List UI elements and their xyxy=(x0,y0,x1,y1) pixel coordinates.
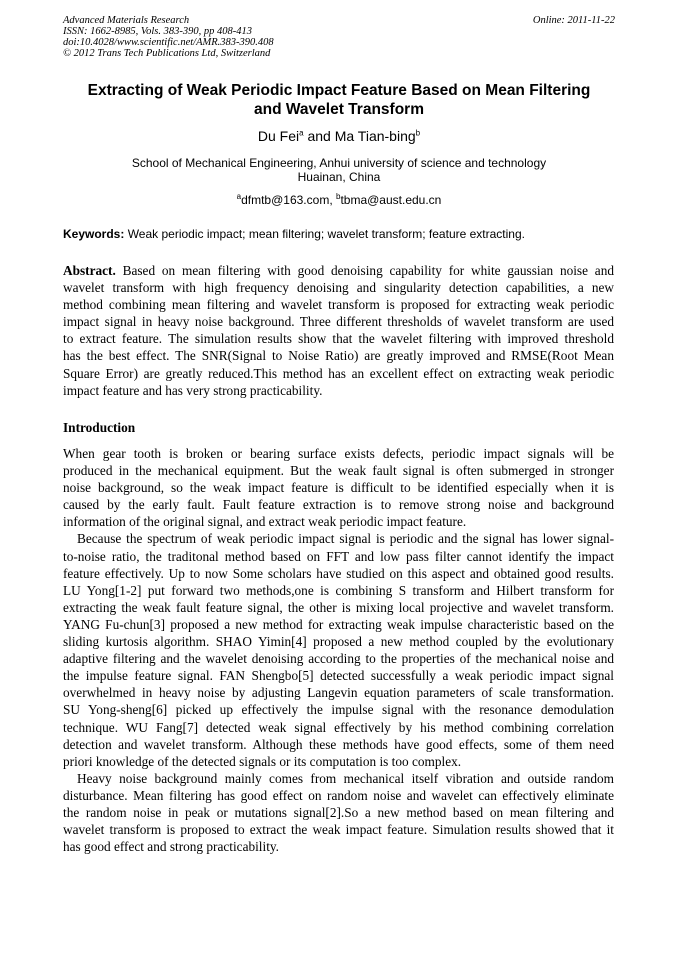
paragraph-line: YANG Fu-chun[3] proposed a new method for extracting weak impulse characteristic based on the xyxy=(63,616,614,632)
affil-mark: b xyxy=(415,128,421,138)
doi: doi:10.4028/www.scientific.net/AMR.383-390.408 xyxy=(63,37,274,48)
section-heading: Introduction xyxy=(63,420,136,435)
paragraph-line: produced in the mechanical equipment. But the weak fault signal is often submerged in stronger xyxy=(63,463,614,479)
authors xyxy=(0,128,678,144)
affiliation-line: Huainan, China xyxy=(297,170,381,184)
abstract xyxy=(63,262,614,399)
affil-mark: a xyxy=(236,192,242,201)
paragraph-line: technique. WU Fang[7] detected weak signal effectively by his method combining correlation xyxy=(63,719,614,735)
affiliation xyxy=(0,156,678,184)
introduction-body xyxy=(63,445,614,855)
abstract-text: Based on mean filtering with good denoising capability for white gaussian noise and xyxy=(115,263,614,278)
journal-name: Advanced Materials Research xyxy=(63,15,190,26)
abstract-text: impact signal in heavy noise background. Three different thresholds of wavelet transform are used xyxy=(63,314,614,330)
abstract-line xyxy=(63,365,614,382)
affil-mark: a xyxy=(299,128,304,138)
paragraph-line: the random noise in peak or mutations signal[2].So a new method based on mean filtering and xyxy=(63,804,614,820)
keywords-label: Keywords: xyxy=(63,227,125,241)
paragraph-line: disturbance. Mean filtering has good effect on random noise and wavelet can effectively eliminate xyxy=(63,787,614,803)
paragraph-line: priori knowledge of the detected signals or its computation is too complex. xyxy=(63,753,462,769)
abstract-text: has the best effect. The SNR(Signal to Noise Ratio) are greatly improved and RMSE(Root Mean xyxy=(63,348,614,364)
paragraph-line: overwhelmed in heavy noise by adjusting Langevin equation parameters of scale transformation. xyxy=(63,685,614,701)
emails xyxy=(0,192,678,207)
paragraph-line: LU Yong[1-2] put forward two methods,one is combining S transform and Hilbert transform for xyxy=(63,582,614,598)
paragraph-line: to-noise ratio, the traditonal method based on FFT and low pass filter cannot identify the impact xyxy=(63,548,614,564)
online-date: Online: 2011-11-22 xyxy=(532,15,615,26)
keywords-text: Weak periodic impact; mean filtering; wavelet transform; feature extracting. xyxy=(124,227,525,241)
abstract-line xyxy=(63,279,614,296)
paragraph-line: has good effect and strong practicability. xyxy=(63,839,280,855)
paragraph-line: extracting the weak fault feature signal, the other is mixing local projective and wavelet transform. xyxy=(63,599,614,615)
issn: ISSN: 1662-8985, Vols. 383-390, pp 408-413 xyxy=(63,26,252,37)
paragraph-line: detection and wavelet transform. Although these methods have good effects, some of them need xyxy=(63,736,614,752)
keywords xyxy=(63,227,623,241)
paragraph-line: caused by the early fault. Fault feature extraction is to remove strong noise and background xyxy=(63,497,614,513)
abstract-line xyxy=(63,313,614,330)
abstract-text: wavelet transform with high frequency denoising and singularity detection capabilities, a new xyxy=(63,280,614,296)
abstract-text: to extract feature. The simulation results show that the wavelet filtering with improved threshold xyxy=(63,331,614,347)
abstract-text: method combining mean filtering and wavelet transform is proposed for extracting weak periodic xyxy=(63,297,614,313)
paragraph-line: SU Yong-sheng[6] picked up effectively the impulse signal with the resonance demodulation xyxy=(63,702,614,718)
author-name: and Ma Tian-bing xyxy=(303,128,416,144)
abstract-line xyxy=(63,347,614,364)
abstract-line xyxy=(63,296,614,313)
journal-header xyxy=(63,15,615,59)
affiliation-line: School of Mechanical Engineering, Anhui university of science and technology xyxy=(131,156,547,170)
paragraph-line: noise background, so the weak impact feature is difficult to be identified especially when it is xyxy=(63,480,614,496)
paragraph-line: wavelet transform is proposed to extract the weak impact feature. Simulation results showed that it xyxy=(63,822,614,838)
abstract-line xyxy=(63,262,614,279)
affil-mark: b xyxy=(335,192,341,201)
title-line: and Wavelet Transform xyxy=(254,101,424,118)
abstract-line xyxy=(63,382,614,399)
abstract-line xyxy=(63,330,614,347)
paragraph-line: adaptive filtering and the wavelet denoising according to the properties of the mechanical noise and xyxy=(63,651,614,667)
paragraph-line: Heavy noise background mainly comes from mechanical itself vibration and outside random xyxy=(77,770,614,786)
paragraph-line: When gear tooth is broken or bearing surface exists defects, periodic impact signals will be xyxy=(63,446,614,461)
paper-title xyxy=(40,81,638,119)
author-name: Du Fei xyxy=(257,128,300,144)
email: tbma@aust.edu.cn xyxy=(340,193,442,207)
paragraph-line: the impulse feature signal. FAN Shengbo[5] detected successfully a weak periodic impact signal xyxy=(63,668,614,684)
abstract-text: impact feature and has very strong practicability. xyxy=(63,382,323,398)
abstract-text: Square Error) are greatly reduced.This method has an excellent effect on extracting weak periodic xyxy=(63,365,614,381)
copyright: © 2012 Trans Tech Publications Ltd, Switzerland xyxy=(63,48,271,59)
paragraph-line: information of the original signal, and extract weak periodic impact feature. xyxy=(63,514,467,530)
title-line: Extracting of Weak Periodic Impact Feature Based on Mean Filtering xyxy=(87,82,591,99)
abstract-label: Abstract. xyxy=(63,263,116,278)
email: dfmtb@163.com, xyxy=(241,193,336,207)
paragraph-line: sliding kurtosis algorithm. SHAO Yimin[4] proposed a new method coupled by the evolutionary xyxy=(63,634,614,650)
paragraph-line: feature effectively. Up to now Some scholars have studied on this aspect and obtained good results. xyxy=(63,565,614,581)
paragraph-line: Because the spectrum of weak periodic impact signal is periodic and the signal has lower signal- xyxy=(77,531,614,547)
